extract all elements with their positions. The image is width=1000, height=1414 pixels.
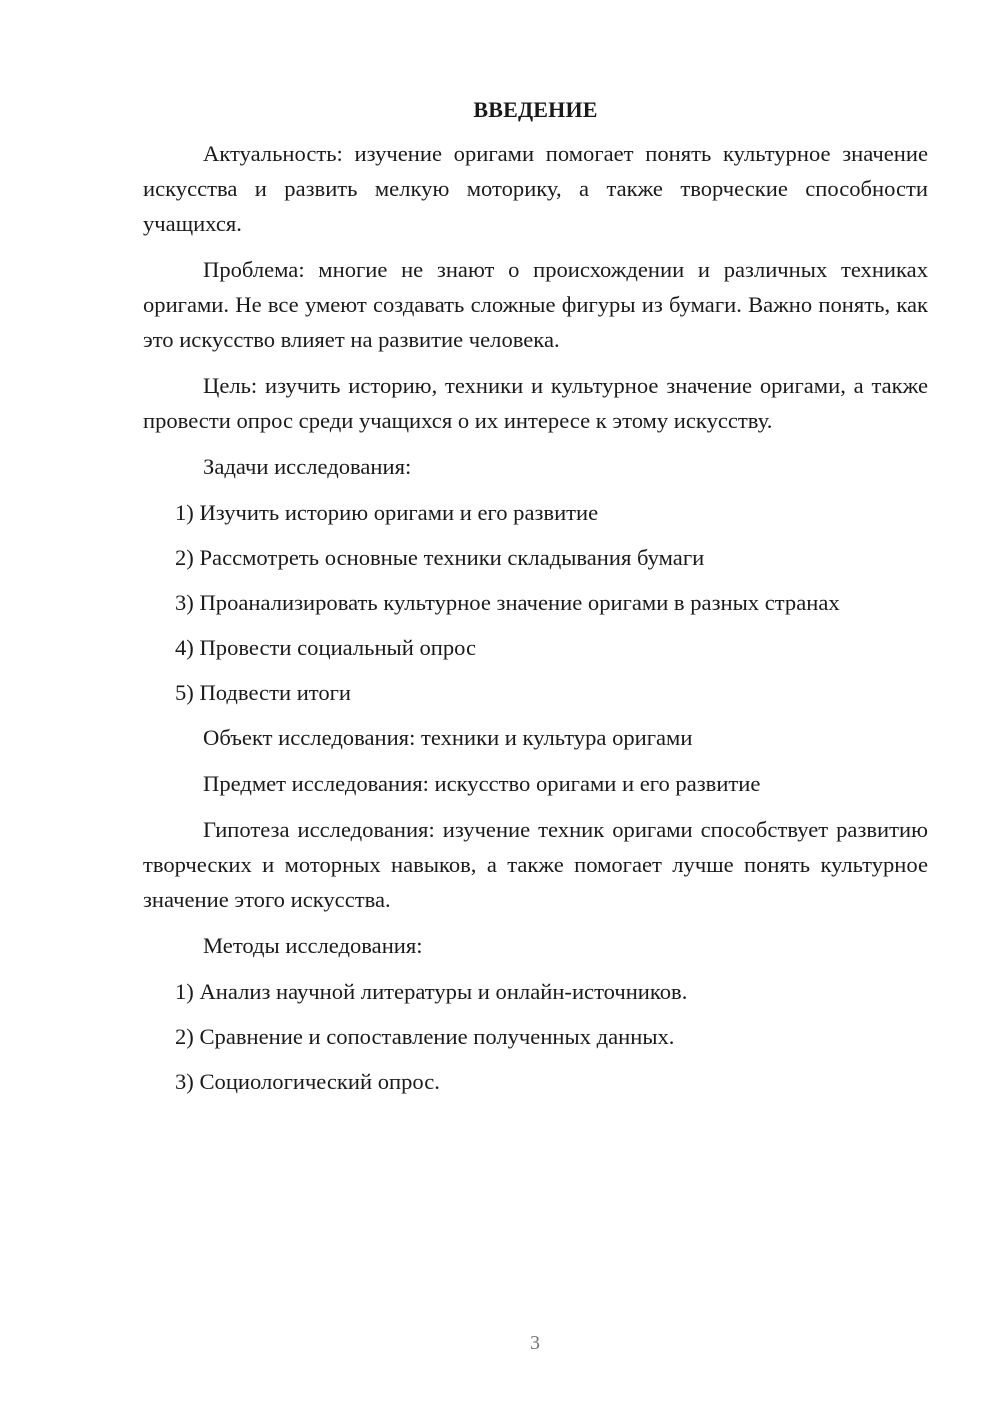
list-item: 3) Социологический опрос. xyxy=(175,1069,440,1094)
list-item: 5) Подвести итоги xyxy=(175,680,352,705)
page-content xyxy=(143,92,928,1109)
page-number: 3 xyxy=(530,1332,540,1354)
hypothesis-paragraph: Гипотеза исследования: изучение техник оригами способствует развитию творческих и моторных навыков, а также помогает лучше понять культурное значение этого искусства. xyxy=(143,817,928,912)
list-item: 1) Изучить историю оригами и его развитие xyxy=(175,500,599,525)
problem-paragraph: Проблема: многие не знают о происхождении и различных техниках оригами. Не все умеют создавать сложные фигуры из бумаги. Важно понять, как это искусство влияет на развитие человека. xyxy=(143,257,928,352)
list-item: 4) Провести социальный опрос xyxy=(175,635,477,660)
list-item: 2) Сравнение и сопоставление полученных данных. xyxy=(175,1024,675,1049)
research-subject: Предмет исследования: искусство оригами и его развитие xyxy=(203,771,761,796)
tasks-list xyxy=(143,495,928,710)
list-item: 2) Рассмотреть основные техники складывания бумаги xyxy=(175,545,705,570)
tasks-heading: Задачи исследования: xyxy=(203,454,412,479)
page-title: ВВЕДЕНИЕ xyxy=(473,97,598,122)
relevance-paragraph: Актуальность: изучение оригами помогает понять культурное значение искусства и развить мелкую моторику, а также творческие способности учащихся. xyxy=(143,141,928,236)
list-item: 1) Анализ научной литературы и онлайн-источников. xyxy=(175,979,688,1004)
methods-heading: Методы исследования: xyxy=(203,933,423,958)
methods-list xyxy=(143,974,928,1099)
research-object: Объект исследования: техники и культура оригами xyxy=(203,725,693,750)
list-item: 3) Проанализировать культурное значение оригами в разных странах xyxy=(175,590,840,615)
goal-paragraph: Цель: изучить историю, техники и культурное значение оригами, а также провести опрос среди учащихся о их интересе к этому искусству. xyxy=(143,373,928,433)
